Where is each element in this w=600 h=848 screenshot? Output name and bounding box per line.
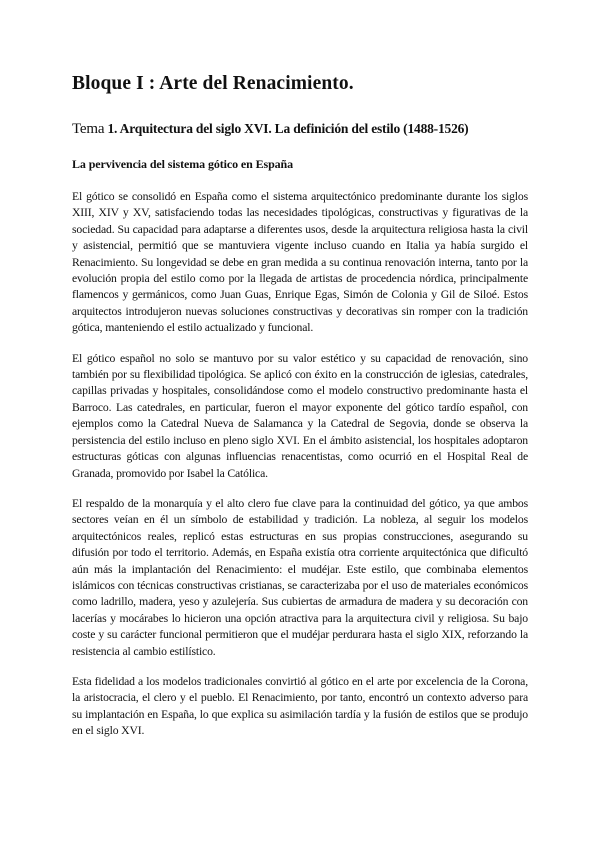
document-title: Bloque I : Arte del Renacimiento. (72, 73, 354, 94)
subtitle-tema-text: 1. Arquitectura del siglo XVI. La definición del estilo (1488-1526) (107, 121, 469, 136)
section-heading: La pervivencia del sistema gótico en España (72, 157, 294, 171)
paragraph-3: El respaldo de la monarquía y el alto clero fue clave para la continuidad del gótico, ya que ambos sectores veían en él un símbolo de estabilidad y tradición. La nobleza, al seguir los modelos arquitectónicos reales, replicó estas estructuras en sus propias construcciones, asegurando su difusión por todo el territorio. Además, en España existía otra corriente arquitectónica que dificultó aún más la implantación del Renacimiento: el mudéjar. Este estilo, que combinaba elementos islámicos con técnicas constructivas cristianas, se caracterizaba por el uso de materiales económicos como ladrillo, madera, yeso y azulejería. Sus cubiertas de armadura de madera y su decoración con lacerías y mocárabes lo hicieron una opción atractiva para la arquitectura civil y religiosa. Su bajo coste y su carácter funcional permitieron que el mudéjar perdurara hasta el siglo XIX, reforzando la resistencia al cambio estilístico. (72, 496, 528, 658)
paragraph-1: El gótico se consolidó en España como el sistema arquitectónico predominante durante los siglos XIII, XIV y XV, satisfaciendo todas las necesidades tipológicas, constructivas y figurativas de la sociedad. Su capacidad para adaptarse a diferentes usos, desde la arquitectura religiosa hasta la civil y asistencial, permitió que se mantuviera vigente incluso cuando en Italia ya había surgido el Renacimiento. Su longevidad se debe en gran medida a su continua renovación interna, tanto por la evolución propia del estilo como por la llegada de artistas de procedencia nórdica, principalmente flamencos y germánicos, como Juan Guas, Enrique Egas, Simón de Colonia y Gil de Siloé. Estos arquitectos introdujeron nuevas soluciones constructivas y decorativas sin romper con la tradición gótica, manteniendo el estilo actualizado y funcional. (72, 190, 528, 335)
subtitle-tema-word: Tema (72, 121, 105, 137)
paragraph-2: El gótico español no solo se mantuvo por su valor estético y su capacidad de renovación, sino también por su flexibilidad tipológica. Se aplicó con éxito en la construcción de iglesias, catedrales, capillas privadas y hospitales, consolidándose como el modelo constructivo predominante hasta el Barroco. Las catedrales, en particular, fueron el mayor exponente del gótico tardío español, con ejemplos como la Catedral Nueva de Salamanca y la Catedral de Segovia, donde se observa la persistencia del estilo incluso en pleno siglo XVI. En el ámbito asistencial, los hospitales adoptaron estructuras góticas con algunas influencias renacentistas, como ocurrió en el Hospital Real de Granada, promovido por Isabel la Católica. (72, 351, 528, 480)
paragraph-4: Esta fidelidad a los modelos tradicionales convirtió al gótico en el arte por excelencia de la Corona, la aristocracia, el clero y el pueblo. El Renacimiento, por tanto, encontró un contexto adverso para su implantación en España, lo que explica su asimilación tardía y la fusión de estilos que se produjo en el siglo XVI. (72, 674, 528, 738)
document-subtitle (72, 120, 528, 138)
